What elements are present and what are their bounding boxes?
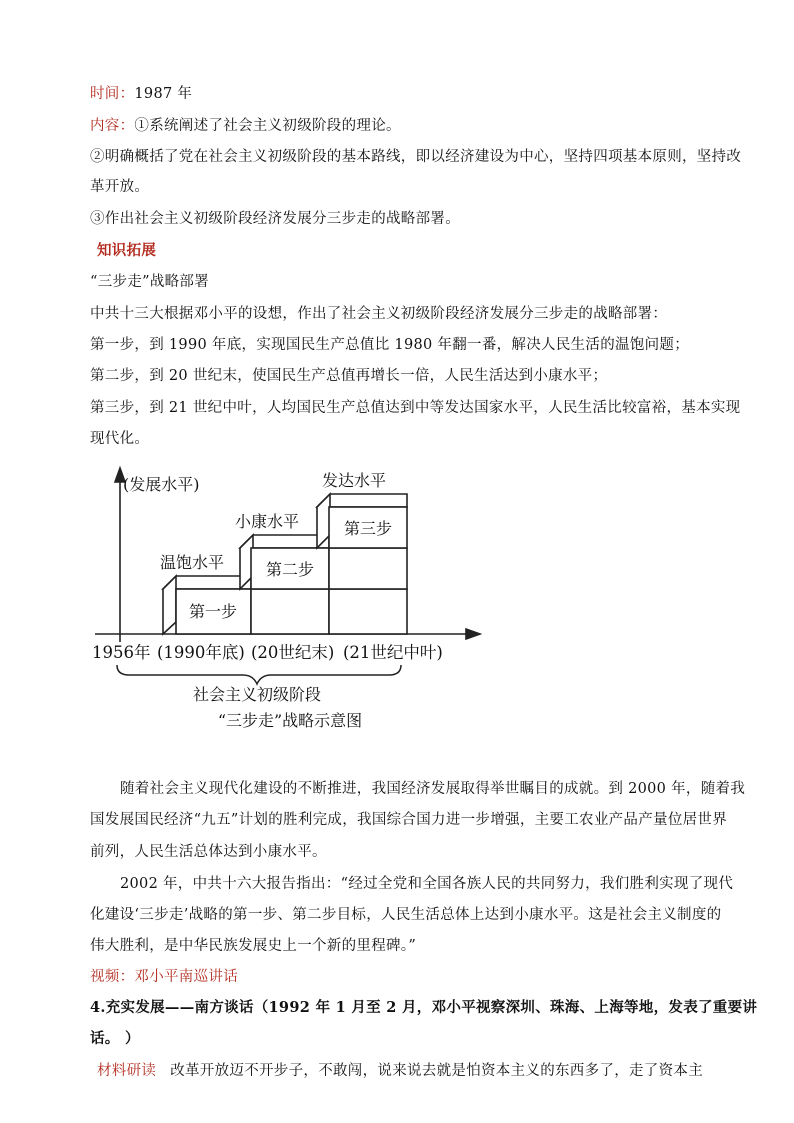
x-axis-arrow bbox=[466, 629, 480, 639]
x-tick-21c: (21世纪中叶) bbox=[343, 643, 443, 662]
content-item-2-line-2: 革开放。 bbox=[90, 179, 150, 195]
level-1-label: 温饱水平 bbox=[160, 553, 225, 572]
content-label: 内容： bbox=[90, 118, 135, 134]
content-item-1: ①系统阐述了社会主义初级阶段的理论。 bbox=[134, 118, 401, 134]
para1-line-3: 前列，人民生活总体达到小康水平。 bbox=[90, 844, 327, 860]
level-2-label: 小康水平 bbox=[235, 512, 300, 531]
step-2-label: 第二步 bbox=[265, 560, 315, 579]
step2-cell-3 bbox=[329, 548, 407, 589]
step-1-label: 第一步 bbox=[188, 602, 238, 621]
material-label: 材料研读 bbox=[97, 1063, 157, 1079]
knowledge-step-3-line-2: 现代化。 bbox=[90, 431, 150, 447]
video-link[interactable]: 邓小平南巡讲话 bbox=[134, 969, 239, 985]
diagram-caption: “三步走”战略示意图 bbox=[217, 711, 363, 730]
knowledge-intro: 中共十三大根据邓小平的设想，作出了社会主义初级阶段经济发展分三步走的战略部署： bbox=[90, 306, 668, 322]
x-tick-20c: (20世纪末) bbox=[251, 643, 335, 662]
para2-line-2: 化建设‘三步走’战略的第一步、第二步目标，人民生活总体上达到小康水平。这是社会主义制度的 bbox=[90, 907, 722, 923]
section-4-line-1: 4.充实发展——南方谈话（1992 年 1 月至 2 月，邓小平视察深圳、珠海、上海等地，发表了重要讲 bbox=[90, 999, 758, 1016]
x-tick-1990: (1990年底) bbox=[157, 643, 245, 662]
time-value: 1987 年 bbox=[134, 86, 193, 102]
video-line bbox=[90, 965, 238, 986]
step1-cell-3 bbox=[329, 589, 407, 634]
step-3-label: 第三步 bbox=[343, 519, 393, 538]
para1-line-2: 国发展国民经济“九五”计划的胜利完成，我国综合国力进一步增强，主要工农业产品产量位居世界 bbox=[90, 812, 728, 828]
content-item-3: ③作出社会主义初级阶段经济发展分三步走的战略部署。 bbox=[90, 211, 460, 227]
knowledge-subtitle: “三步走”战略部署 bbox=[90, 274, 210, 290]
video-label: 视频： bbox=[90, 969, 135, 985]
time-label: 时间： bbox=[90, 86, 135, 102]
knowledge-step-2: 第二步，到 20 世纪末，使国民生产总值再增长一倍，人民生活达到小康水平； bbox=[90, 368, 608, 384]
para1-line-1: 随着社会主义现代化建设的不断推进，我国经济发展取得举世瞩目的成就。到 2000 年，随着我 bbox=[120, 781, 746, 797]
section-4-line-2: 话。 ） bbox=[90, 1030, 140, 1047]
knowledge-step-1: 第一步，到 1990 年底，实现国民生产总值比 1980 年翻一番，解决人民生活的温饱问题； bbox=[90, 337, 690, 353]
three-steps-diagram bbox=[85, 462, 495, 737]
material-text: 改革开放迈不开步子，不敢闯，说来说去就是怕资本主义的东西多了，走了资本主 bbox=[170, 1063, 703, 1079]
stage-brace bbox=[117, 665, 401, 684]
brace-label: 社会主义初级阶段 bbox=[192, 685, 322, 704]
y-axis-label: (发展水平) bbox=[123, 475, 200, 494]
step1-cell-2 bbox=[251, 589, 329, 634]
para2-line-1: 2002 年，中共十六大报告指出：“经过全党和全国各族人民的共同努力，我们胜利实现了现代 bbox=[120, 876, 734, 892]
content-line-1 bbox=[90, 114, 401, 135]
time-line bbox=[90, 82, 192, 103]
material-line bbox=[97, 1059, 703, 1080]
knowledge-heading: 知识拓展 bbox=[97, 242, 157, 259]
content-item-2-line-1: ②明确概括了党在社会主义初级阶段的基本路线，即以经济建设为中心，坚持四项基本原则，坚持改 bbox=[90, 149, 742, 165]
para2-line-3: 伟大胜利，是中华民族发展史上一个新的里程碑。” bbox=[90, 938, 417, 954]
level-3-label: 发达水平 bbox=[322, 471, 387, 490]
knowledge-step-3-line-1: 第三步，到 21 世纪中叶，人均国民生产总值达到中等发达国家水平，人民生活比较富裕，基本实现 bbox=[90, 400, 741, 416]
step1-left-face bbox=[163, 576, 176, 634]
x-tick-1956: 1956年 bbox=[92, 643, 151, 662]
